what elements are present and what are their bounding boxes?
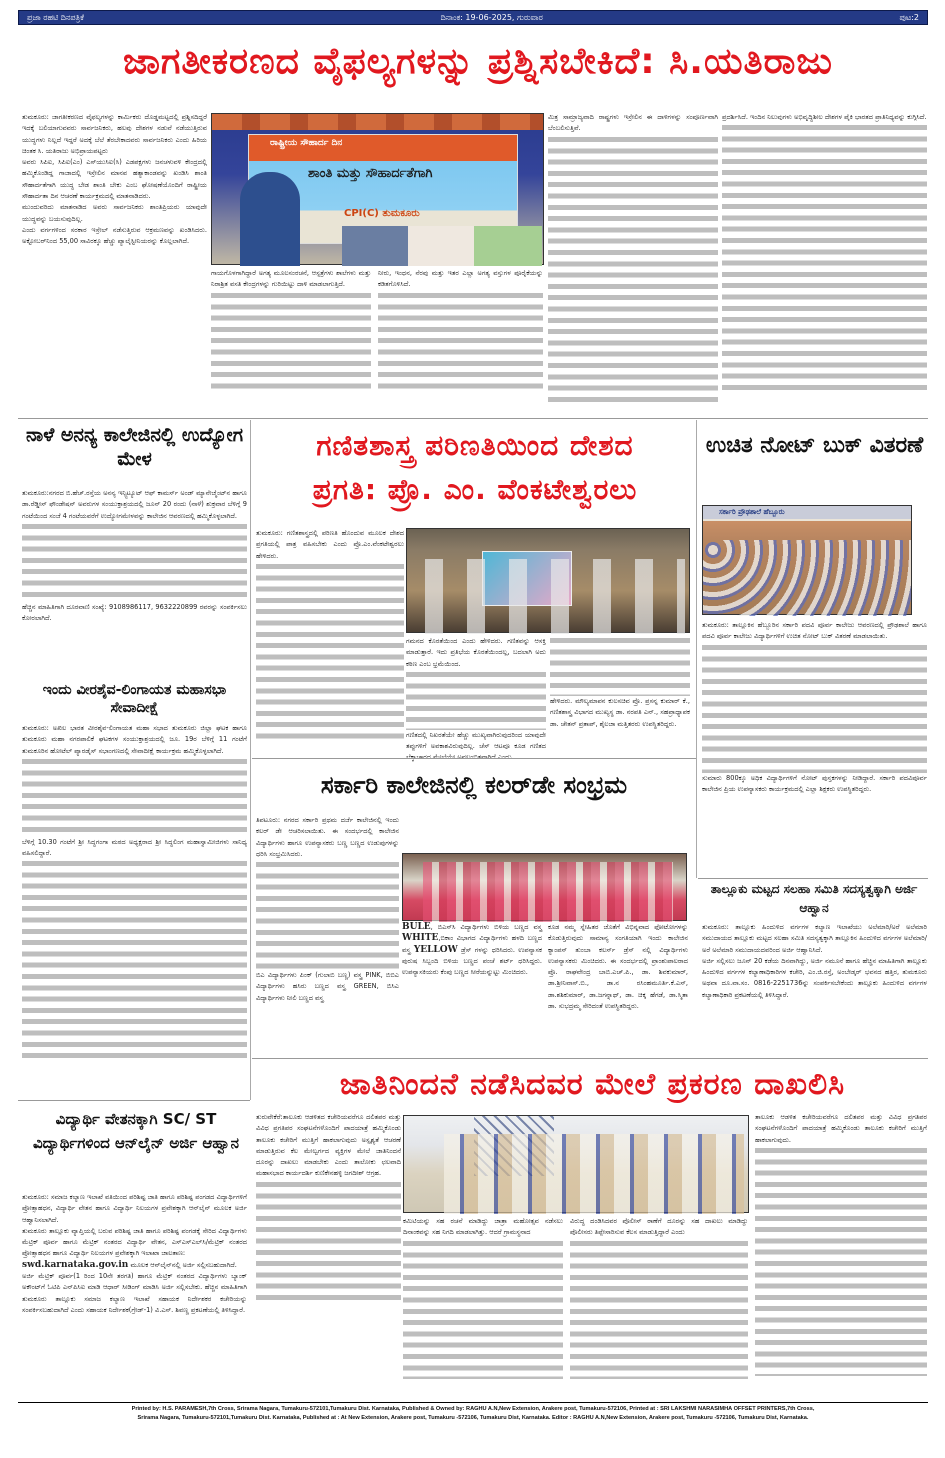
text-lines bbox=[256, 562, 404, 742]
divider bbox=[252, 758, 696, 759]
imprint-line2: Srirama Nagara, Tumakuru-572101,Tumakuru Dist. Karnataka, Published at : At New Extension, Arakere post, Tumakuru -572106, Tumakuru Dist, Karnataka. Editor : RAGHU A.N,New Extension, Arakere post, Tumakuru -572106, Tumakuru Dist, Karnataka. bbox=[137, 1415, 809, 1421]
lead-col4-text: ಮಿತ್ರ ಸಾಮ್ರಾಜ್ಯವಾದಿ ರಾಷ್ಟ್ರಗಳು ಇಸ್ರೇಲಿನ ಈ ದಾಳಿಗಳನ್ನು ಸಂಪೂರ್ಣವಾಗಿ ಬೆಂಬಲಿಸುತ್ತಿವೆ. bbox=[548, 113, 718, 133]
caste-case-col4 bbox=[755, 1112, 927, 1400]
caste-case-col3-text: ವಿರುದ್ಧ ದಂಡಿಸಿದವರ ಪೊಲೀಸ್ ಠಾಣೆಗೆ ದೂರನ್ನು ಸಹ ದಾಖಲು ಮಾಡಿದ್ದು ಪೊಲೀಸರು ತಿಪ್ಪೇಸಾರಿಸುವ ಕೆಲಸ ಮಾಡುತ್ತಿದ್ದಾರೆ ಎಂದು bbox=[570, 1217, 748, 1237]
text-lines bbox=[256, 1180, 401, 1300]
photo-banner-line2: ಶಾಂತಿ ಮತ್ತು ಸೌಹಾರ್ದತೆಗಾಗಿ bbox=[308, 166, 433, 181]
lead-article-col2 bbox=[211, 268, 371, 413]
caste-case-col1 bbox=[256, 1112, 401, 1400]
veerashaiva-body bbox=[22, 723, 247, 1098]
lead-article-col5 bbox=[722, 112, 927, 412]
colour-white: WHITE bbox=[402, 933, 439, 944]
job-fair-contact: ಹೆಚ್ಚಿನ ಮಾಹಿತಿಗಾಗಿ ದೂರವಾಣಿ ಸಂಖ್ಯೆ: 9108986117, 9632220899 ರವರನ್ನು ಸಂಪರ್ಕಿಸಲು ಕೋರಲಾಗಿದೆ. bbox=[22, 602, 247, 623]
job-fair-body bbox=[22, 488, 247, 678]
colour-day-col2 bbox=[402, 922, 542, 1056]
veerashaiva-text: ತುಮಕೂರು: ಅಖಿಲ ಭಾರತ ವೀರಶೈವ-ಲಿಂಗಾಯತ ಮಹಾ ಸಭಾದ ತುಮಕೂರು ಜಿಲ್ಲಾ ಘಟಕ ಹಾಗೂ ತುಮಕೂರು ಮಹಾ ನಗರಪಾಲಿಕೆ ಘಟಕಗಳ ಸಂಯುಕ್ತಾಶ್ರಯದಲ್ಲಿ ಜೂ. 19ರ ಬೆಳಿಗ್ಗೆ 11 ಗಂಟೆಗೆ ತುಮಕೂರಿನ ಹೋಟೆಲ್ ಪ್ಯಾರಡೈಸ್ ಸಭಾಂಗಣದಲ್ಲಿ ಸೇವಾದೀಕ್ಷೆ ಕಾರ್ಯಕ್ರಮ ಹಮ್ಮಿಕೊಳ್ಳಲಾಗಿದೆ. bbox=[22, 724, 247, 755]
photo-speaker bbox=[240, 172, 300, 266]
photo-banner-line3: CPI(C) ತುಮಕೂರು bbox=[344, 208, 420, 219]
lead-intro: ತುಮಕೂರು: ಜಾಗತೀಕರಣದ ವೈಫಲ್ಯಗಳನ್ನು ಕಾರ್ಮಿಕರು ದೊಡ್ಡಮಟ್ಟದಲ್ಲಿ ಪ್ರಶ್ನಿಸದಿದ್ದರೆ ಇದಕ್ಕೆ ಬಲಿಯಾಗುವವರು ಸಾರ್ವಜನಿಕರು, ಹಲವು ದೇಶಗಳ ನಡುವೆ ನಡೆಯುತ್ತಿರುವ ಯುದ್ಧಗಳು ನಿಲ್ಲದೆ ಇದ್ದರೆ ಅದಕ್ಕೆ ಬೆಲೆ ತೆರಬೇಕಾದವರು ಸಾರ್ವಜನಿಕರು ಎಂದು ಹಿರಿಯ ಚಿಂತಕ ಸಿ. ಯತಿರಾಜು ಅಭಿಪ್ರಾಯಪಟ್ಟರು bbox=[22, 113, 207, 155]
math-text: ತುಮಕೂರು: ಗಣಿತಶಾಸ್ತ್ರದಲ್ಲಿ ಪರಿಣತಿ ಹೊಂದುವ ಮೂಲಕ ದೇಶದ ಪ್ರಗತಿಯಲ್ಲಿ ಪಾತ್ರ ವಹಿಸಬೇಕು ಎಂದು ಪ್ರೊ.ಎಂ.ವೆಂಕಟೇಶ್ವರಲು ಹೇಳಿದರು. bbox=[256, 529, 404, 560]
caste-case-col2-text: ಕಮಿಟಿಯನ್ನು ಸಹ ರಚನೆ ಮಾಡಿದ್ದು ಜಾತ್ರಾ ಮಹೋತ್ಸವ ನಡೆಸಲು ದಿನಾಂಕವನ್ನು ಸಹ ನಿಗದಿ ಮಾಡಲಾಗಿತ್ತು. ಆದರೆ ಗ್ರಾಮಸ್ಥನಾದ bbox=[403, 1217, 563, 1237]
lead-col3-text: ನೀರು, ಇಂಧನ, ನೆರವು ಮತ್ತು ಇತರ ಎಲ್ಲಾ ಅಗತ್ಯ ವಸ್ತುಗಳ ಪೂರೈಕೆಯನ್ನು ಕಡಿತಗೊಳಿಸಿದೆ. bbox=[378, 269, 543, 289]
divider bbox=[18, 418, 928, 419]
text-lines bbox=[256, 860, 399, 970]
lead-para3: ಮುಂದುವರಿದು ಮಾತನಾಡಿದ ಅವರು ಸಾರ್ವಜನಿಕರು ಶಾಂತಿಪ್ರಿಯರು ಯಾವುದೇ ಯುದ್ಧವನ್ನು ಬಯಸುವುದಿಲ್ಲ. bbox=[22, 203, 207, 223]
photo-students bbox=[703, 540, 911, 616]
text-lines bbox=[702, 643, 927, 773]
text-lines bbox=[548, 135, 718, 405]
notebook-body bbox=[702, 620, 927, 875]
lead-article-col4 bbox=[548, 112, 718, 412]
math-photo bbox=[406, 528, 690, 633]
notebook-photo-banner: ಸರ್ಕಾರಿ ಪ್ರೌಢಶಾಲೆ ಹೆಬ್ಬೂರು bbox=[703, 506, 911, 519]
colour-day-col2-b: ,ಬಿಕಾಂ ವಿಭಾಗದ ವಿದ್ಯಾರ್ಥಿಗಳು ಹಳದಿ ಬಣ್ಣದ ವಸ್ತ್ರ bbox=[402, 934, 542, 954]
text-lines bbox=[22, 859, 247, 1059]
colour-day-col3 bbox=[548, 922, 688, 1056]
text-lines bbox=[22, 757, 247, 837]
math-col3-text: ಗಣಿತದಲ್ಲಿ ನಿಖರತೆಯೇ ಹೆಚ್ಚು ಮುಖ್ಯವಾಗಿರುವುದರಿಂದ ಯಾವುದೇ ತಪ್ಪುಗಳಿಗೆ ಅವಕಾಶವಿರುವುದಿಲ್ಲ. ಚೆಸ್ ಆಟವೂ ಕೂಡ ಗಣಿತದ bbox=[406, 730, 546, 751]
committee-text: ತುಮಕೂರು: ತಾಲ್ಲೂಕು ಹಿಂದುಳಿದ ವರ್ಗಗಳ ಕಲ್ಯಾಣ ಇಲಾಖೆಯು ಅಲೆಮಾರಿ/ಅರೆ ಅಲೆಮಾರಿ ಸಮುದಾಯದ ತಾಲ್ಲೂಕು ಮಟ್ಟದ ಸಲಹಾ ಸಮಿತಿ ಸದಸ್ಯತ್ವಕ್ಕಾಗಿ ತಾಲ್ಲೂಕಿನ ಹಿಂದುಳಿದ ವರ್ಗಗಳ ಅಲೆಮಾರಿ/ ಅರೆ ಅಲೆಮಾರಿ ಸಮುದಾಯದವರಿಂದ ಅರ್ಜಿ ಆಹ್ವಾನಿಸಿದೆ. bbox=[702, 923, 927, 954]
imprint-line1: Printed by: H.S. PARAMESH,7th Cross, Srirama Nagara, Tumakuru-572101,Tumakuru Dist. Karnataka, Published & Owned by: RAGHU A.N,New Extension, Arakere post, Tumakuru-572106, Printed at : SRI LAKSHMI NARASIMHA OFFSET PRINTERS,7th Cross, bbox=[131, 1406, 815, 1412]
paper-name: ಪ್ರಜಾ ರಹಟಿ ದಿನಪತ್ರಿಕೆ bbox=[27, 12, 85, 22]
photo-curtain bbox=[212, 114, 543, 130]
scholarship-website[interactable]: swd.karnataka.gov.in bbox=[22, 1259, 129, 1270]
photo-people bbox=[415, 559, 685, 634]
colour-day-headline: ಸರ್ಕಾರಿ ಕಾಲೇಜಿನಲ್ಲಿ ಕಲರ್‌ಡೇ ಸಂಭ್ರಮ bbox=[320, 771, 628, 799]
math-body-col3 bbox=[550, 636, 690, 756]
divider bbox=[698, 878, 928, 879]
scholarship-text2: ತುಮಕೂರು ತಾಲ್ಲೂಕು ವ್ಯಾಪ್ತಿಯಲ್ಲಿ ಬರುವ ಪರಿಶಿಷ್ಟ ಜಾತಿ ಹಾಗೂ ಪರಿಶಿಷ್ಟ ಪಂಗಡಕ್ಕೆ ಸೇರಿದ ವಿದ್ಯಾರ್ಥಿಗಳು ಮೆಟ್ರಿಕ್ ಪೂರ್ವ ಹಾಗೂ ಮೆಟ್ರಿಕ್ ನಂತರದ ವಿದ್ಯಾರ್ಥಿ ವೇತನ, ಎಸ್‌ಎಸ್‌ಎಲ್‌ಸಿ/ಮೆಟ್ರಿಕ್ ನಂತರದ ಪ್ರೋತ್ಸಾಹಧನ ಹಾಗೂ ವಿದ್ಯಾರ್ಥಿ ನಿಲಯಗಳ ಪ್ರವೇಶಕ್ಕಾಗಿ ಇಲಾಖಾ ಜಾಲತಾಣ: bbox=[22, 1226, 247, 1258]
job-fair-text: ತುಮಕೂರು:ನಗರದ ಬಿ.ಹೆಚ್.ರಸ್ತೆಯ ಅನನ್ಯ ಇನ್ಸ್ಟಿಟ್ಯೂಟ್ ಆಫ್ ಕಾಮರ್ಸ್ ಅಂಡ್ ಮ್ಯಾನೇಜ್ಮೆಂಟ್‌ನ ಹಾಗೂ ಡಾ.ರೆಡ್ಡೀಸ್ ಫೌಂಡೇಷನ್ ಅವರುಗಳ ಸಂಯುಕ್ತಾಶ್ರಯದಲ್ಲಿ ಜೂನ್ 20 ರಂದು (ನಾಳೆ) ಶುಕ್ರವಾರ ಬೆಳಿಗ್ಗೆ 9 ಗಂಟೆಯಿಂದ ಸಂಜೆ 4 ಗಂಟೆಯವರೆಗೆ ಉದ್ಯೋಗಮೇಳವನ್ನು ಕಾಲೇಜಿನ ಆವರಣದಲ್ಲಿ ಹಮ್ಮಿಕೊಳ್ಳಲಾಗಿದೆ. bbox=[22, 489, 247, 520]
divider bbox=[252, 1058, 928, 1059]
committee-headline: ತಾಲ್ಲೂಕು ಮಟ್ಟದ ಸಲಹಾ ಸಮಿತಿ ಸದಸ್ಯತ್ವಕ್ಕಾಗಿ ಅರ್ಜಿ ಆಹ್ವಾನ bbox=[710, 882, 918, 915]
column-divider bbox=[250, 420, 251, 1100]
colour-day-text: ತಿಪಟೂರು: ನಗರದ ಸರ್ಕಾರಿ ಪ್ರಥಮ ದರ್ಜೆ ಕಾಲೇಜಿನಲ್ಲಿ ಇಂದು ಕಲರ್ ಡೇ ಆಚರಿಸಲಾಯಿತು. ಈ ಸಂದರ್ಭದಲ್ಲಿ ಕಾಲೇಜಿನ ವಿದ್ಯಾರ್ಥಿಗಳು ಹಾಗೂ ಉಪನ್ಯಾಸಕರು ಬಣ್ಣ ಬಣ್ಣದ ಉಡುಪುಗಳನ್ನು ಧರಿಸಿ ಸಂಭ್ರಮಿಸಿದರು. bbox=[256, 816, 399, 858]
text-lines bbox=[722, 123, 927, 393]
lead-article-col3 bbox=[378, 268, 543, 413]
lead-col2-text: ಗಾಯಗೊಳಗಾಗಿದ್ದಾರೆ ಅಗತ್ಯ ಮೂಲಸಂರಚನೆ, ಆಸ್ಪತ್ರೆಗಳು ಶಾಲೆಗಳು ಮತ್ತು ನಿರಾಶ್ರಿತ ವಸತಿ ಕೇಂದ್ರಗಳನ್ನು ಗುರಿಯಿಟ್ಟು ದಾಳಿ ಮಾಡಲಾಗುತ್ತಿದೆ. bbox=[211, 269, 371, 289]
text-lines bbox=[22, 522, 247, 602]
scholarship-text: ತುಮಕೂರು: ಸಮಾಜ ಕಲ್ಯಾಣ ಇಲಾಖೆ ವತಿಯಿಂದ ಪರಿಶಿಷ್ಟ ಜಾತಿ ಹಾಗೂ ಪರಿಶಿಷ್ಟ ಪಂಗಡದ ವಿದ್ಯಾರ್ಥಿಗಳಿಗೆ ಪ್ರೋತ್ಸಾಹಧನ, ವಿದ್ಯಾರ್ಥಿ ವೇತನ ಹಾಗೂ ವಿದ್ಯಾರ್ಥಿ ನಿಲಯಗಳ ಪ್ರವೇಶಕ್ಕಾಗಿ ಆನ್‌ಲೈನ್ ಮೂಲಕ ಅರ್ಜಿ ಆಹ್ವಾನಿಸಲಾಗಿದೆ. bbox=[22, 1193, 247, 1224]
scholarship-headline: ವಿದ್ಯಾರ್ಥಿ ವೇತನಕ್ಕಾಗಿ SC/ ST ವಿದ್ಯಾರ್ಥಿಗಳಿಂದ ಆನ್‌ಲೈನ್ ಅರ್ಜಿ ಆಹ್ವಾನ bbox=[33, 1110, 239, 1152]
notebook-headline: ಉಚಿತ ನೋಟ್ ಬುಕ್ ವಿತರಣೆ bbox=[705, 433, 924, 458]
notebook-text: ತುಮಕೂರು: ತಾಲ್ಲೂಕಿನ ಹೆಬ್ಬೂರಿನ ಸರ್ಕಾರಿ ಪದವಿ ಪೂರ್ವ ಕಾಲೇಜು ಆವರಣದಲ್ಲಿ ಪ್ರೌಢಶಾಲೆ ಹಾಗೂ ಪದವಿ ಪೂರ್ವ ಕಾಲೇಜು ವಿದ್ಯಾರ್ಥಿಗಳಿಗೆ ಉಚಿತ ನೋಟ್ ಬುಕ್ ವಿತರಣೆ ಮಾಡಲಾಯಿತು. bbox=[702, 621, 927, 641]
text-lines bbox=[550, 636, 690, 696]
notebook-photo bbox=[702, 505, 912, 615]
lead-article-col1 bbox=[22, 112, 207, 412]
veerashaiva-text2: ಬೆಳಿಗ್ಗೆ 10.30 ಗಂಟೆಗೆ ಶ್ರೀ ಸಿದ್ಧಗಂಗಾ ಮಠದ ಅಧ್ಯಕ್ಷರಾದ ಶ್ರೀ ಸಿದ್ಧಲಿಂಗ ಮಹಾಸ್ವಾಮೀಜಿಗಳು ಸಾನಿಧ್ಯ ವಹಿಸಲಿದ್ದಾರೆ. bbox=[22, 837, 247, 858]
colour-day-col3-text: ಕೂಡ ನಮ್ಮ ಸ್ನೇಹಿತರ ಜೊತೆಗೆ ವಿಭಿನ್ನವಾದ ಫೋಟೋಗಳನ್ನು ಕೊಡುತ್ತಿರುವುದು ಸಾಮಾನ್ಯ ಸಂಗತಿಯಾಗಿ ಇಂದು ಕಾಲೇಜಿನ ಕ್ಯಾಂಪಸ್ ತುಂಬಾ ಕಲರ್ಸ್ ಡ್ರೆಸ್ ನಲ್ಲಿ ವಿದ್ಯಾರ್ಥಿಗಳು ಉಪನ್ಯಾಸಕರು ಮಿಂಚಿದರು. ಈ ಸಂದರ್ಭದಲ್ಲಿ ಪ್ರಾಂಶುಪಾಲರಾದ ಪ್ರೊ. ರಾಘವೇಂದ್ರ ಬಾಬಿ.ಎಚ್.ಪಿ., ಡಾ. ಶಿವಕುಮಾರ್, ಡಾ.ಶ್ರೀನಿವಾಸ್.ಬಿ., ಡಾ.ನ ರಸಿಂಹಮೂರ್ತಿ.ಕೆ.ಎಸ್, ಡಾ.ಶಶಿಕುಮಾರ್, ಡಾ.ಜಗನ್ನಾಥ್, ಡಾ. ಚಿಕ್ಕ ಹೆಗಡೆ, ಡಾ.ಸ್ಮಿತಾ ಡಾ. ಸುಭದ್ರಮ್ಮ ಸೇರಿದಂತೆ ಉಪಸ್ಥಿತರಿದ್ದರು. bbox=[548, 923, 688, 1011]
colour-day-col2-c: ಡ್ರೆಸ್ ಗಳನ್ನು ಧರಿಸಿದರು. ಉಪನ್ಯಾಸಕ ಪುರುಷ ಸಿಬ್ಬಂದಿ ಬಿಳಿಯ ಬಣ್ಣದ ಪಂಚೆ ಶರ್ಟ್ ಧರಿಸಿದ್ದರು. ಉಪನ್ಯಾಸಕಿಯರು ಕೆಂಪು ಬಣ್ಣದ ಸೀರೆಯನ್ನುಟ್ಟು ಮಿಂಚಿದರು. bbox=[402, 945, 542, 977]
photo-men bbox=[444, 1134, 744, 1214]
caste-case-headline: ಜಾತಿನಿಂದನೆ ನಡೆಸಿದವರ ಮೇಲೆ ಪ್ರಕರಣ ದಾಖಲಿಸಿ bbox=[339, 1067, 846, 1102]
masthead-bar bbox=[18, 10, 928, 25]
colour-day-photo bbox=[402, 853, 687, 921]
colour-day-col1 bbox=[256, 815, 399, 1055]
caste-case-col2 bbox=[403, 1216, 563, 1400]
caste-case-col3 bbox=[570, 1216, 748, 1400]
text-lines bbox=[755, 1146, 927, 1376]
colour-day-col2-a: , ಬಿಎಸ್‌ಸಿ ವಿದ್ಯಾರ್ಥಿಗಳು ಬಿಳಿಯ ಬಣ್ಣದ ವಸ್ತ್ರ bbox=[430, 923, 542, 931]
caste-case-col4-text: ತಾಲೂಕು ಆಡಳಿತ ಕಚೇರಿಯವರೆಗೂ ದಲಿತಪರ ಮತ್ತು ವಿವಿಧ ಪ್ರಗತಿಪರ ಸಂಘಟನೆಗಳೊಂದಿಗೆ ಪಾದಯಾತ್ರೆ ಹಮ್ಮಿಕೊಂಡು ತಾಲೂಕು ಕಚೇರಿಗೆ ಮುತ್ತಿಗೆ ಹಾಕಲಾಗುವುದು. bbox=[755, 1113, 927, 1144]
lead-para4: ಎಂದು ವರ್ಗಗಳಿಂದ ಸರಕಾರ ಇಸ್ರೇಲ್ ನಡೆಸುತ್ತಿರುವ ಆಕ್ರಮಣವನ್ನು ಖಂಡಿಸಿದರು. ಅಕ್ಟೋಬರ್‌ನಿಂದ 55,00 ಸಾವಿರಕ್ಕೂ ಹೆಚ್ಚು ಪ್ಯಾಲೈಸ್ಟೀನಿಯರನ್ನು ಕೊಲ್ಲಲಾಗಿದೆ. bbox=[22, 225, 207, 246]
math-headline-line1: ಗಣಿತಶಾಸ್ತ್ರ ಪರಿಣತಿಯಿಂದ ದೇಶದ bbox=[316, 429, 634, 462]
math-body-col2 bbox=[406, 636, 546, 756]
photo-banner-line1: ರಾಷ್ಟ್ರೀಯ ಸೌಹಾರ್ದ ದಿನ bbox=[270, 138, 343, 148]
issue-date: ದಿನಾಂಕ: 19-06-2025, ಗುರುವಾರ bbox=[440, 12, 543, 22]
lead-col5-text: ಪ್ರದರ್ಶಿಸಿದೆ. ಇಂದಿನ ನಿಲುವುಗಳು ಅಭಿವೃದ್ಧಿಶೀಲ ದೇಶಗಳ ಪೈಕಿ ಭಾರತದ ಪ್ರಾತಿನಿಧ್ಯವನ್ನು ಕುಗ್ಗಿಸಿದೆ. bbox=[722, 113, 927, 121]
scholarship-text4: ಅರ್ಜಿ ಮೆಟ್ರಿಕ್ ಪೂರ್ವ(1 ರಿಂದ 10ನೇ ತರಗತಿ) ಹಾಗೂ ಮೆಟ್ರಿಕ್ ನಂತರದ ವಿದ್ಯಾರ್ಥಿಗಳು ಬ್ಯಾಂಕ್ ಅಕೌಂಟ್‌ಗೆ ಓಟಿಪಿ ಎನ್‌ಪಿಸಿಐ ಮಾಡಿ ಆಧಾರ್ ಸೀಡಿಂಗ್ ಮಾಡಿಸಿ ಅರ್ಜಿ ಸಲ್ಲಿಸಬೇಕು. ಹೆಚ್ಚಿನ ಮಾಹಿತಿಗಾಗಿ ತುಮಕೂರು ತಾಲ್ಲೂಕು ಸಮಾಜ ಕಲ್ಯಾಣ ಇಲಾಖೆ ಸಹಾಯಕ ನಿರ್ದೇಶಕರ ಕಚೇರಿಯನ್ನು ಸಂಪರ್ಕಿಸಬಹುದಾಗಿದೆ ಎಂದು ಸಹಾಯಕ ನಿರ್ದೇಶಕ(ಗ್ರೇಡ್-1) ವಿ.ಎಸ್. ಶಿವಣ್ಣ ಪ್ರಕಟಣೆಯಲ್ಲಿ ತಿಳಿಸಿದ್ದಾರೆ. bbox=[22, 1272, 247, 1314]
veerashaiva-headline: ಇಂದು ವೀರಶೈವ-ಲಿಂಗಾಯತ ಮಹಾಸಭಾ ಸೇವಾದೀಕ್ಷೆ bbox=[42, 682, 227, 716]
colour-day-text2: ಬಿಎ ವಿದ್ಯಾರ್ಥಿಗಳು ಪಿಂಕ್ (ಗುಲಾಬಿ ಬಣ್ಣ) ವಸ್ತ್ರ PINK, ಬಿಬಿಎ ವಿದ್ಯಾರ್ಥಿಗಳು ಹಸಿರು ಬಣ್ಣದ ವಸ್ತ್ರ GREEN, ಬಿಸಿಎ ವಿದ್ಯಾರ್ಥಿಗಳು ನೀಲಿ ಬಣ್ಣದ ವಸ್ತ್ರ bbox=[256, 971, 399, 1002]
caste-case-text: ತುರುವೇಕೆರೆ:ತಾಲೂಕು ಆಡಳಿತದ ಕಚೇರಿಯವರೆಗೂ ದಲಿತಪರ ಮತ್ತು ವಿವಿಧ ಪ್ರಗತಿಪರ ಸಂಘಟನೆಗಳೊಂದಿಗೆ ಪಾದಯಾತ್ರೆ ಹಮ್ಮಿಕೊಂಡು ತಾಲೂಕು ಕಚೇರಿಗೆ ಮುತ್ತಿಗೆ ಹಾಕಲಾಗುವುದು ಅಸ್ಪೃಶ್ಯತೆ ಆಚರಣೆ ಮಾಡುತ್ತಿರುವ ಕೆಲ ಮೇಲ್ವರ್ಗದ ವ್ಯಕ್ತಿಗಳ ಮೇಲೆ ಜಾತಿನಿಂದನೆ ದೂರನ್ನು ದಾಖಲು ಮಾಡಬೇಕು ಎಂದು ತಾಲೋಕು ಛಲವಾದಿ ಮಹಾಸಭಾದ ಕಾರ್ಯದರ್ಶಿ ಕುಣಿಕೇನಹಳ್ಳಿ ಜಗದೀಶ್ ಆಗ್ರಹ. bbox=[256, 1113, 401, 1178]
colour-yellow: YELLOW bbox=[413, 944, 458, 955]
colour-blue: BULE bbox=[402, 922, 431, 932]
divider bbox=[18, 1100, 250, 1101]
math-headline-line2: ಪ್ರಗತಿ: ಪ್ರೊ. ಎಂ. ವೆಂಕಟೇಶ್ವರಲು bbox=[312, 473, 638, 506]
text-lines bbox=[403, 1239, 563, 1379]
math-body-col1 bbox=[256, 528, 404, 756]
text-lines bbox=[211, 291, 371, 391]
text-lines bbox=[406, 670, 546, 730]
page-number: ಪುಟ:2 bbox=[899, 12, 919, 22]
committee-body bbox=[702, 922, 927, 1057]
math-col4-text: ಹೇಳಿದರು. ಮೌಲ್ಯಮಾಪನ ಕುಲಸಚಿವ ಪ್ರೊ. ಪ್ರಸನ್ನ ಕುಮಾರ್ ಕೆ., ಗಣಿತಶಾಸ್ತ್ರ ವಿಭಾಗದ ಮುಖ್ಯಸ್ಥ ಡಾ. ನರಪತಿ ಎನ್., ಸಹಪ್ರಾಧ್ಯಾಪಕ ಡಾ. ಚೇತನ್ ಪ್ರತಾಪ್, ಶೈಲಜಾ ಮತ್ತಿತರರು ಉಪಸ್ಥಿತರಿದ್ದರು. bbox=[550, 697, 690, 728]
photo-group bbox=[423, 862, 673, 922]
lead-photo bbox=[211, 113, 544, 265]
column-divider bbox=[696, 420, 697, 878]
text-lines bbox=[378, 291, 543, 391]
committee-text2: ಅರ್ಜಿ ಸಲ್ಲಿಸಲು ಜೂನ್ 20 ಕಡೆಯ ದಿನವಾಗಿದ್ದು, ಅರ್ಜಿ ನಮೂನೆ ಹಾಗೂ ಹೆಚ್ಚಿನ ಮಾಹಿತಿಗಾಗಿ ತಾಲ್ಲೂಕು ಹಿಂದುಳಿದ ವರ್ಗಗಳ ಕಲ್ಯಾಣಾಧಿಕಾರಿಗಳ ಕಚೇರಿ, ಎಂ.ಜಿ.ರಸ್ತೆ, ಅಂಬೇಡ್ಕರ್ ಭವನದ ಹತ್ತಿರ, ತುಮಕೂರು ಅಥವಾ ದೂ.ವಾ.ಸಂ. 0816-2251736ನ್ನು ಸಂಪರ್ಕಿಸಬೇಕೆಂದು ತಾಲ್ಲೂಕು ಹಿಂದುಳಿದ ವರ್ಗಗಳ ಕಲ್ಯಾಣಾಧಿಕಾರಿ ಪ್ರಕಟಣೆಯಲ್ಲಿ ತಿಳಿಸಿದ್ದಾರೆ. bbox=[702, 956, 927, 999]
scholarship-body bbox=[22, 1192, 247, 1397]
photo-guests bbox=[342, 226, 542, 266]
imprint-footer bbox=[18, 1402, 928, 1423]
job-fair-headline: ನಾಳೆ ಅನನ್ಯ ಕಾಲೇಜಿನಲ್ಲಿ ಉದ್ಯೋಗ ಮೇಳ bbox=[25, 424, 244, 470]
lead-para2: ಅವರು ಸಿಪಿಐ, ಸಿಪಿಐ(ಎಂ) ಎಸ್‌ಯುಸಿಐ(ಸಿ) ಎಡಪಕ್ಷಗಳು ಜನಚಳುವಳಿ ಕೇಂದ್ರದಲ್ಲಿ ಹಮ್ಮಿಕೊಂಡಿದ್ದ ಗಾಜಾದಲ್ಲಿ ಇಸ್ರೇಲಿನ ಮಾನವ ಹತ್ಯಾಕಾಂಡವನ್ನು ಖಂಡಿಸಿ ಶಾಂತಿ ಸೌಹಾರ್ದತೆಗಾಗಿ ಯುದ್ಧ ಬೇಡ ಶಾಂತಿ ಬೇಕು ಎಂಬ ಘೋಷಣೆಯೊಂದಿಗೆ ರಾಷ್ಟ್ರೀಯ ಸೌಹಾರ್ದತಾ ದಿನ ಆಚರಣೆ ಕಾರ್ಯಕ್ರಮದಲ್ಲಿ ಮಾತನಾಡಿದರು. bbox=[22, 158, 207, 201]
scholarship-text3: ಮೂಲಕ ಆನ್‌ಲೈನ್‌ನಲ್ಲಿ ಅರ್ಜಿ ಸಲ್ಲಿಸಬಹುದಾಗಿದೆ. bbox=[130, 1260, 237, 1269]
math-col2-text: ಗಮನದ ಕೊರತೆಯಿಂದ ಎಂದು ಹೇಳಿದರು. ಗಣಿತವನ್ನು ಆಸಕ್ತಿ ಮಾಡುತ್ತಾರೆ. ಇದು ಪ್ರತಿಭೆಯ ಕೊರತೆಯಿಂದಲ್ಲ, ಬದಲಾಗಿ ಅದು ಕಠಿಣ ಎಂಬ ಭ್ರಮೆಯಿಂದ. bbox=[406, 637, 546, 668]
text-lines bbox=[570, 1239, 748, 1379]
caste-case-photo bbox=[403, 1115, 749, 1213]
lead-headline: ಜಾಗತೀಕರಣದ ವೈಫಲ್ಯಗಳನ್ನು ಪ್ರಶ್ನಿಸಬೇಕಿದೆ: ಸಿ.ಯತಿರಾಜು bbox=[123, 41, 833, 82]
notebook-text2: ಸುಮಾರು 800ಕ್ಕೂ ಅಧಿಕ ವಿದ್ಯಾರ್ಥಿಗಳಿಗೆ ನೋಟ್ ಪುಸ್ತಕಗಳನ್ನು ನೀಡಿದ್ದಾರೆ. ಸರ್ಕಾರಿ ಪದವಿಪೂರ್ವ ಕಾಲೇಜಿನ ಪ್ರಿಯ ಉಪನ್ಯಾಸಕರು ಕಾರ್ಯಕ್ರಮದಲ್ಲಿ ಎಲ್ಲಾ ಶಿಕ್ಷಕರು ಉಪಸ್ಥಿತರಿದ್ದರು. bbox=[702, 773, 927, 793]
